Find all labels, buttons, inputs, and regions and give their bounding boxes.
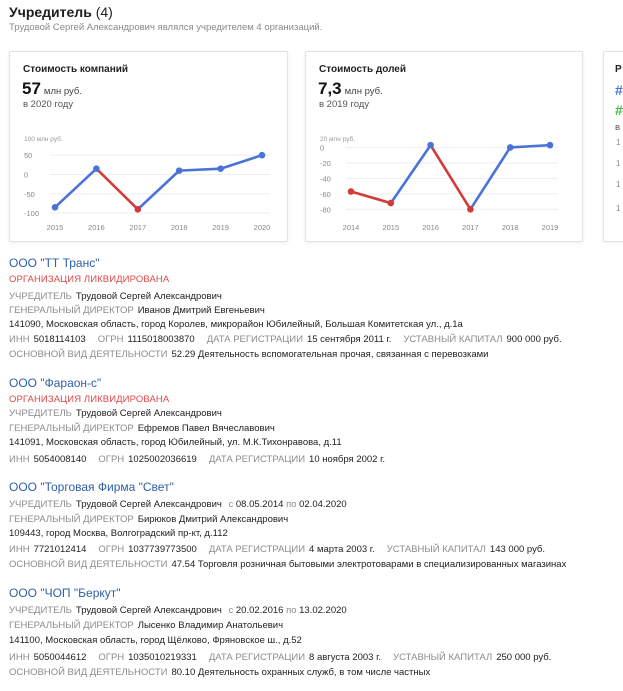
ogrn-value: 1035010219331 xyxy=(128,652,197,663)
org-link[interactable]: ООО "ТТ Транс" xyxy=(9,256,100,270)
company-value-chart xyxy=(10,52,287,241)
founder-name: Трудовой Сергей Александрович xyxy=(75,499,222,510)
founder-name: Трудовой Сергей Александрович xyxy=(75,605,222,616)
field-label: ИНН xyxy=(9,334,30,345)
data-point xyxy=(176,167,183,174)
series-segment xyxy=(138,171,179,210)
field-label: ДАТА РЕГИСТРАЦИИ xyxy=(208,544,306,555)
period-from-label: с xyxy=(228,605,234,616)
data-point xyxy=(259,152,266,159)
field-label: ИНН xyxy=(9,544,30,555)
x-tick-label: 2015 xyxy=(46,223,64,232)
field-label: УЧРЕДИТЕЛЬ xyxy=(9,605,72,616)
field-label: ОГРН xyxy=(98,454,125,465)
x-tick-label: 2016 xyxy=(422,223,439,232)
org-ids-row xyxy=(9,454,385,465)
data-point xyxy=(348,188,355,195)
activity-value: 52.29 Деятельность вспомогательная прочая, связанная с перевозками xyxy=(171,349,489,360)
activity-value: 47.54 Торговля розничная бытовыми электротоварами в специализированных магазинах xyxy=(171,559,567,570)
data-point xyxy=(217,165,224,172)
y-tick-label: -20 xyxy=(320,158,331,168)
org-director-row xyxy=(9,423,275,434)
field-label: ОСНОВНОЙ ВИД ДЕЯТЕЛЬНОСТИ xyxy=(9,349,168,360)
y-tick-label: 0 xyxy=(320,143,325,153)
org-status: ОРГАНИЗАЦИЯ ЛИКВИДИРОВАНА xyxy=(9,274,170,285)
org-link[interactable]: ООО "ЧОП "Беркут" xyxy=(9,586,121,600)
company-value-card xyxy=(9,51,288,242)
period-from-label: с xyxy=(228,499,234,510)
reg-date-value: 15 сентября 2011 г. xyxy=(306,334,392,345)
field-label: ОГРН xyxy=(98,544,125,555)
founder-to: 02.04.2020 xyxy=(299,499,347,510)
share-value-card xyxy=(305,51,583,242)
x-tick-label: 2014 xyxy=(342,223,360,232)
org-founder-row xyxy=(9,499,347,510)
series-segment xyxy=(391,145,431,203)
field-label: ГЕНЕРАЛЬНЫЙ ДИРЕКТОР xyxy=(9,514,134,525)
y-tick-label: -40 xyxy=(320,174,331,184)
capital-value: 143 000 руб. xyxy=(489,544,546,555)
card-value-b: # xyxy=(615,102,623,118)
card-value-number: 7,3 xyxy=(318,79,342,98)
third-card-clipped xyxy=(603,51,623,242)
reg-date-value: 10 ноября 2002 г. xyxy=(309,454,386,465)
card-period: в 2020 году xyxy=(23,99,74,110)
data-point xyxy=(507,144,514,151)
inn-value: 5054008140 xyxy=(33,454,87,465)
share-value-chart xyxy=(306,52,582,241)
ogrn-value: 1115018003870 xyxy=(127,334,195,345)
field-label: УЧРЕДИТЕЛЬ xyxy=(9,408,72,419)
data-point xyxy=(388,200,395,207)
y-tick-label: -80 xyxy=(320,205,331,215)
period-to-label: по xyxy=(286,605,297,616)
director-name: Иванов Дмитрий Евгеньевич xyxy=(137,305,265,316)
tick-label: 1 xyxy=(616,138,621,147)
founder-from: 08.05.2014 xyxy=(235,499,284,510)
data-point xyxy=(135,206,142,213)
org-director-row xyxy=(9,514,288,525)
org-address: 141100, Московская область, город Щёлково, Фряновское ш., д.52 xyxy=(9,635,302,646)
org-ids-row xyxy=(9,652,551,663)
section-subtitle: Трудовой Сергей Александрович являлся учредителем 4 организаций. xyxy=(9,22,323,33)
field-label: ДАТА РЕГИСТРАЦИИ xyxy=(208,652,306,663)
x-tick-label: 2015 xyxy=(382,223,400,232)
inn-value: 7721012414 xyxy=(33,544,87,555)
field-label: ГЕНЕРАЛЬНЫЙ ДИРЕКТОР xyxy=(9,423,134,434)
tick-label: 1 xyxy=(616,180,621,189)
tick-label: 1 xyxy=(616,204,621,213)
founder-name: Трудовой Сергей Александрович xyxy=(75,291,222,302)
card-title: Стоимость долей xyxy=(319,64,407,75)
card-value-unit: млн руб. xyxy=(344,86,383,97)
field-label: ОГРН xyxy=(98,652,125,663)
x-tick-label: 2020 xyxy=(253,223,271,232)
org-address: 141091, Московская область, город Юбилейный, ул. М.К.Тихонравова, д.11 xyxy=(9,437,342,448)
field-label: ИНН xyxy=(9,454,30,465)
org-link[interactable]: ООО "Фараон-с" xyxy=(9,376,102,390)
data-point xyxy=(547,142,554,149)
org-director-row xyxy=(9,305,265,316)
series-segment xyxy=(431,145,471,209)
field-label: ОСНОВНОЙ ВИД ДЕЯТЕЛЬНОСТИ xyxy=(9,559,168,570)
field-label: ГЕНЕРАЛЬНЫЙ ДИРЕКТОР xyxy=(9,305,134,316)
field-label: ОГРН xyxy=(97,334,124,345)
section-title xyxy=(9,4,113,20)
x-tick-label: 2018 xyxy=(501,223,519,232)
org-address: 141090, Московская область, город Королев, микрорайон Юбилейный, Большая Комитетская ул., д.1а xyxy=(9,319,463,330)
x-tick-label: 2017 xyxy=(462,223,479,232)
org-address: 109443, город Москва, Волгоградский пр-кт, д.112 xyxy=(9,528,228,539)
founder-to: 13.02.2020 xyxy=(299,605,347,616)
org-activity-row xyxy=(9,559,566,570)
y-tick-label: -60 xyxy=(320,189,331,199)
field-label: УСТАВНЫЙ КАПИТАЛ xyxy=(393,652,493,663)
card-value-a: # xyxy=(615,82,623,98)
series-segment xyxy=(221,155,262,169)
series-segment xyxy=(179,169,220,171)
y-unit-label: 100 млн руб. xyxy=(24,136,63,143)
org-ids-row xyxy=(9,544,545,555)
field-label: УСТАВНЫЙ КАПИТАЛ xyxy=(386,544,486,555)
field-label: ИНН xyxy=(9,652,30,663)
field-label: УЧРЕДИТЕЛЬ xyxy=(9,291,72,302)
inn-value: 5050044612 xyxy=(33,652,87,663)
director-name: Бирюков Дмитрий Александрович xyxy=(137,514,289,525)
y-tick-label: -50 xyxy=(24,189,35,199)
data-point xyxy=(52,204,59,211)
card-title: Стоимость компаний xyxy=(23,64,129,75)
card-value-number: 57 xyxy=(22,79,41,98)
org-activity-row xyxy=(9,349,489,360)
director-name: Ефремов Павел Вячеславович xyxy=(137,423,275,434)
ogrn-value: 1037739773500 xyxy=(128,544,197,555)
y-tick-label: 0 xyxy=(24,170,29,180)
series-segment xyxy=(351,192,391,204)
y-tick-label: -100 xyxy=(24,209,40,219)
ogrn-value: 1025002036619 xyxy=(128,454,197,465)
inn-value: 5018114103 xyxy=(33,334,86,345)
card-value-unit: млн руб. xyxy=(43,86,82,97)
capital-value: 900 000 руб. xyxy=(506,334,562,345)
org-link[interactable]: ООО "Торговая Фирма "Свет" xyxy=(9,480,174,494)
x-tick-label: 2016 xyxy=(88,223,105,232)
period-to-label: по xyxy=(286,499,297,510)
founder-name: Трудовой Сергей Александрович xyxy=(75,408,222,419)
card-period: в 2019 году xyxy=(319,99,370,110)
section-title-text: Учредитель xyxy=(9,4,92,20)
org-activity-row xyxy=(9,667,430,678)
reg-date-value: 4 марта 2003 г. xyxy=(309,544,375,555)
x-tick-label: 2017 xyxy=(129,223,147,232)
org-status: ОРГАНИЗАЦИЯ ЛИКВИДИРОВАНА xyxy=(9,394,170,405)
y-unit-label: 20 млн руб. xyxy=(320,136,356,143)
y-tick-label: 50 xyxy=(24,151,33,161)
card-line: в xyxy=(615,122,621,133)
x-tick-label: 2019 xyxy=(212,223,229,232)
founder-count: (4) xyxy=(95,4,113,20)
reg-date-value: 8 августа 2003 г. xyxy=(309,652,382,663)
founder-from: 20.02.2016 xyxy=(235,605,284,616)
card-title: Р xyxy=(615,64,622,75)
data-point xyxy=(467,206,474,213)
capital-value: 250 000 руб. xyxy=(496,652,552,663)
field-label: ДАТА РЕГИСТРАЦИИ xyxy=(206,334,303,345)
data-point xyxy=(93,165,100,172)
field-label: ГЕНЕРАЛЬНЫЙ ДИРЕКТОР xyxy=(9,620,134,631)
field-label: УЧРЕДИТЕЛЬ xyxy=(9,499,72,510)
field-label: ОСНОВНОЙ ВИД ДЕЯТЕЛЬНОСТИ xyxy=(9,667,168,678)
org-ids-row xyxy=(9,334,562,345)
field-label: ДАТА РЕГИСТРАЦИИ xyxy=(208,454,306,465)
x-tick-label: 2019 xyxy=(541,223,559,232)
data-point xyxy=(427,142,434,149)
org-founder-row xyxy=(9,605,347,616)
tick-label: 1 xyxy=(616,159,621,168)
x-tick-label: 2018 xyxy=(170,223,188,232)
field-label: УСТАВНЫЙ КАПИТАЛ xyxy=(403,334,503,345)
activity-value: 80.10 Деятельность охранных служб, в том числе частных xyxy=(171,667,431,678)
director-name: Лысенко Владимир Анатольевич xyxy=(137,620,284,631)
org-director-row xyxy=(9,620,283,631)
org-founder-row xyxy=(9,291,222,302)
org-founder-row xyxy=(9,408,222,419)
